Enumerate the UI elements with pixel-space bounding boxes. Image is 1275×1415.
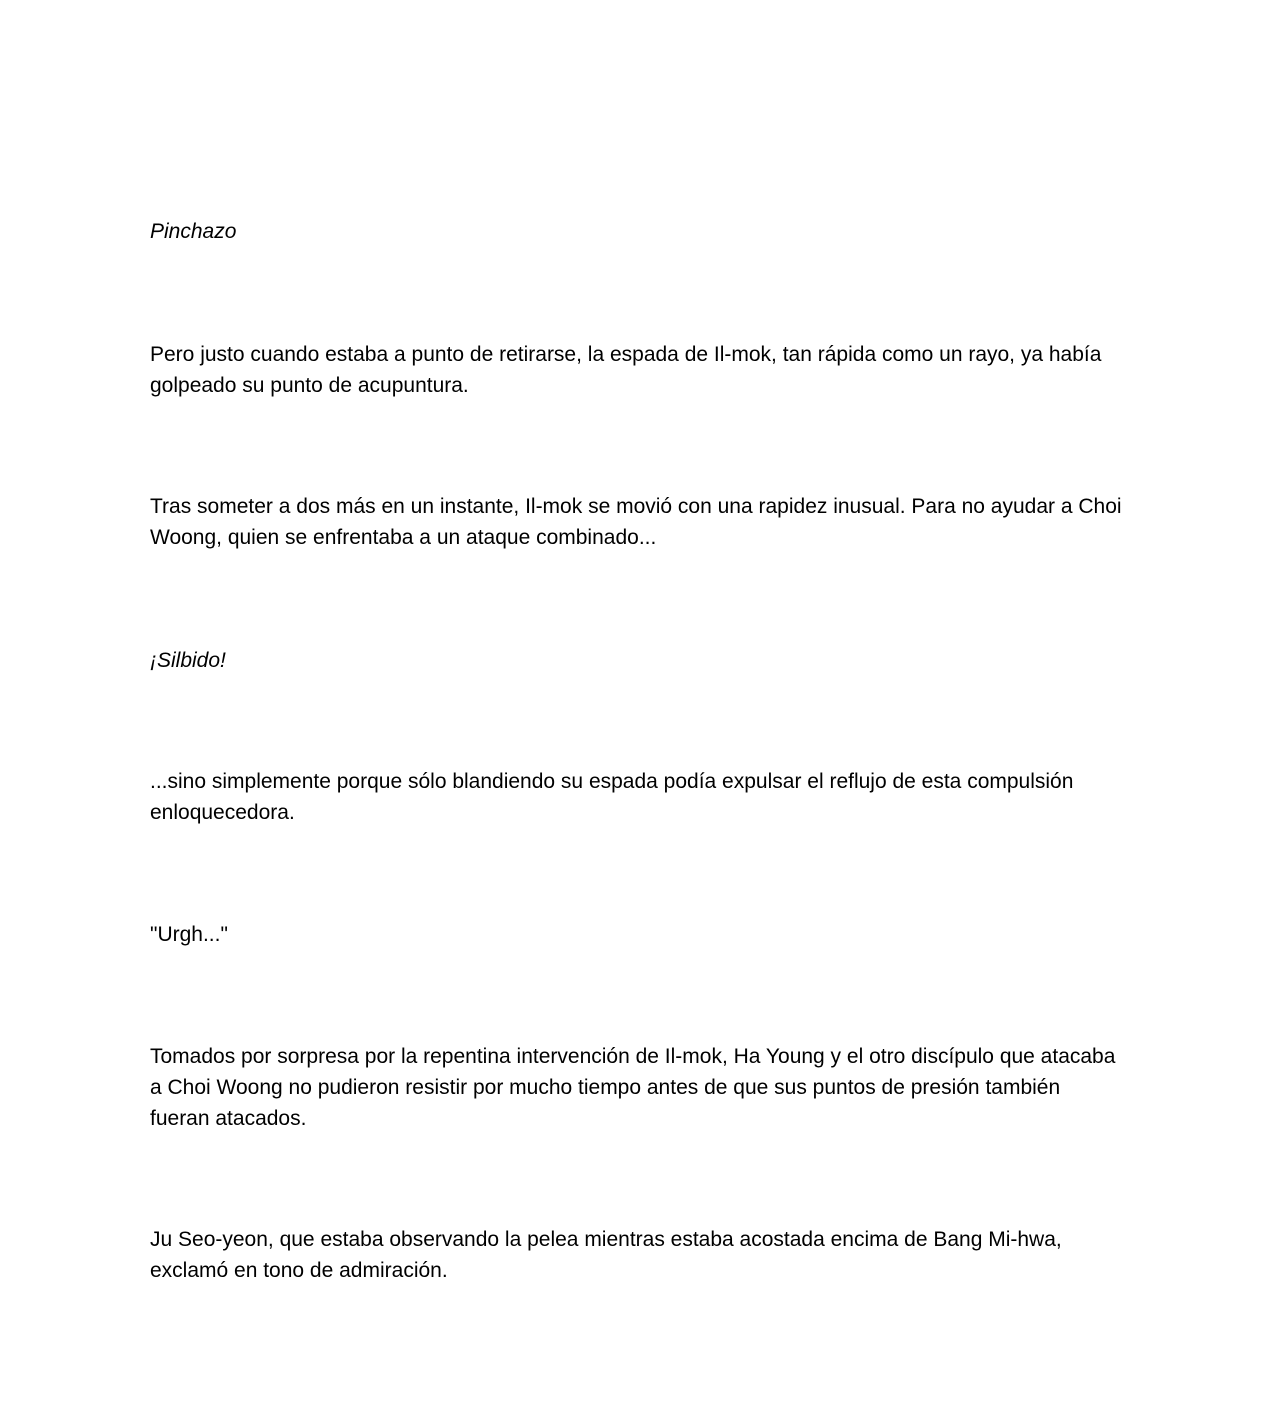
paragraph-admiration: Ju Seo-yeon, que estaba observando la pelea mientras estaba acostada encima de Bang Mi-hwa, exclamó en tono de admiración.	[150, 1228, 1062, 1282]
dialogue-urgh: "Urgh..."	[150, 923, 228, 946]
sound-effect-silbido: ¡Silbido!	[150, 649, 226, 672]
sound-effect-pinchazo: Pinchazo	[150, 220, 237, 243]
paragraph-retreat: Pero justo cuando estaba a punto de retirarse, la espada de Il-mok, tan rápida como un rayo, ya había golpeado su punto de acupuntura.	[150, 343, 1102, 397]
paragraph-surprise: Tomados por sorpresa por la repentina intervención de Il-mok, Ha Young y el otro discípulo que atacaba a Choi Woong no pudieron resistir por mucho tiempo antes de que sus puntos de presión también fueran atacados.	[150, 1045, 1116, 1130]
paragraph-subdue: Tras someter a dos más en un instante, Il-mok se movió con una rapidez inusual. Para no ayudar a Choi Woong, quien se enfrentaba a un ataque combinado...	[150, 495, 1122, 549]
paragraph-compulsion: ...sino simplemente porque sólo blandiendo su espada podía expulsar el reflujo de esta compulsión enloquecedora.	[150, 770, 1074, 824]
